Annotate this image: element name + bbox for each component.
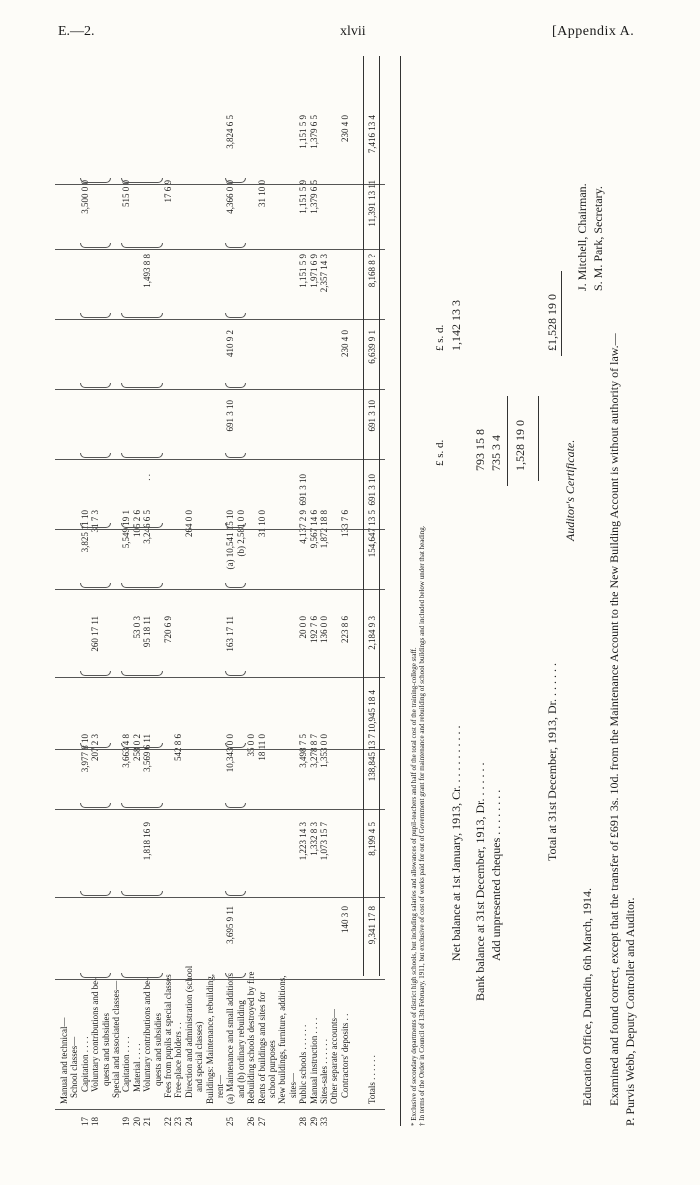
row-label: Fees from pupils at special classes — [163, 974, 173, 1098]
row-label: Capitation . . . . — [121, 1036, 132, 1092]
row-number-separator — [55, 1109, 385, 1110]
table-cell: 1,073 15 7 — [319, 822, 329, 861]
row-label: quests and subsidies — [100, 1013, 111, 1086]
column-rule — [55, 529, 385, 530]
row-label: Voluntary contributions and be- — [142, 977, 153, 1092]
table-cell: 1,818 16 9 — [142, 822, 153, 861]
table-cell: 1,872 18 8 — [319, 510, 329, 549]
row-number: 21 — [142, 1117, 153, 1126]
table-cell: 720 6 9 — [163, 616, 173, 643]
bank-balance-label: Bank balance at 31st December, 1913, Dr. . . . . . . — [473, 762, 487, 1001]
row-number: 26 — [246, 1117, 257, 1126]
column-rule — [55, 389, 385, 390]
row-label: Other separate accounts— — [329, 1009, 340, 1104]
table-cell: 258 0 2 — [131, 734, 142, 761]
table-cell: 207 2 3 — [90, 734, 101, 761]
row-label: rent— — [215, 1075, 225, 1098]
table-cell: 1,379 6 5 — [308, 180, 319, 214]
column-rule — [55, 897, 385, 898]
page-number: xlvii — [340, 24, 366, 39]
table-cell: (b) 2,581 0 0 — [235, 510, 246, 557]
table-cell: 3,977 8 10 — [79, 734, 90, 773]
table-bottom-rule — [400, 56, 401, 1126]
table-cell: 95 18 11 — [142, 616, 153, 648]
table-cell: 9,567 14 6 — [308, 510, 319, 549]
table-cell: 10,343 0 0 — [225, 734, 236, 773]
grouping-brace — [80, 243, 111, 248]
grouping-brace — [121, 973, 163, 978]
table-cell: 1,379 6 5 — [308, 115, 319, 149]
grouping-brace — [121, 313, 163, 318]
office-date: Education Office, Dunedin, 6th March, 1914. — [580, 887, 594, 1106]
grouping-brace — [225, 453, 246, 458]
table-cell: 31 10 0 — [256, 510, 267, 537]
table-cell: 136 0 0 — [319, 616, 329, 643]
table-cell: (a) 10,541 15 10 — [225, 510, 236, 570]
column-rule — [55, 677, 385, 678]
table-cell: 133 7 6 — [339, 510, 350, 537]
grouping-brace — [225, 178, 246, 183]
table-cell: 3,569 6 11 — [142, 734, 153, 772]
total-rule-right — [561, 271, 562, 356]
row-label: school purposes — [267, 1040, 277, 1098]
grouping-brace — [225, 583, 246, 588]
column-rule — [55, 459, 385, 460]
grouping-brace — [225, 743, 246, 748]
table-cell: 163 17 11 — [225, 616, 236, 652]
row-label: Rents of buildings and sites for — [256, 991, 267, 1104]
row-number: 19 — [121, 1117, 132, 1126]
table-cell: 8,168 8 ? — [366, 254, 377, 288]
table-cell: 3,663 4 8 — [121, 734, 132, 768]
table-cell: 138,845 13 7 — [366, 734, 377, 782]
certificate-text: Examined and found correct, except that the transfer of £691 3s. 10d. from the Maintenance Account to the New Building Account is without authority of law.— — [607, 333, 621, 1106]
row-label: Special and associated classes— — [111, 980, 121, 1098]
total-rule-left — [538, 396, 539, 481]
column-rule — [55, 589, 385, 590]
grouping-brace — [225, 523, 246, 528]
certificate-title: Auditor's Certificate. — [563, 439, 577, 541]
grouping-brace — [121, 453, 163, 458]
column-rule — [55, 319, 385, 320]
row-label: Capitation . . . . — [79, 1036, 90, 1092]
table-cell: 3,498 7 5 — [298, 734, 309, 768]
row-label: (a) Maintenance and small additions — [225, 973, 236, 1104]
table-cell: 223 8 6 — [339, 616, 350, 643]
appendix-label: [Appendix A. — [552, 24, 635, 39]
table-cell: 4,137 2 9 — [298, 510, 309, 544]
net-balance-amount: 1,142 13 3 — [449, 300, 463, 351]
totals-bottom-rule — [379, 56, 380, 976]
table-cell: 7,416 13 4 — [366, 115, 377, 154]
grouping-brace — [121, 891, 163, 896]
table-cell: 4,366 0 0 — [225, 180, 236, 214]
net-balance-label: Net balance at 1st January, 1913, Cr. . . . . . . . . . . — [449, 725, 463, 961]
subtotal-rule — [507, 396, 508, 486]
total-amount: £1,528 19 0 — [545, 294, 559, 351]
table-cell: 2,184 9 3 — [366, 616, 377, 650]
row-number: 29 — [308, 1117, 319, 1126]
page-code: E.—2. — [58, 24, 95, 39]
table-cell: 20 0 0 — [298, 616, 309, 639]
row-label: Rebuilding schools destroyed by fire — [246, 971, 257, 1104]
row-number: 27 — [256, 1117, 267, 1126]
table-cell: 105 2 6 — [131, 510, 142, 537]
table-cell: 1,971 6 9 — [308, 254, 319, 288]
grouping-brace — [121, 243, 163, 248]
table-cell: 53 0 3 — [131, 616, 142, 639]
balance-currency-head-left: £ s. d. — [434, 439, 446, 466]
footnote-2: † In terms of the Order in Council of 13th February, 1911, but exclusive of cost of works paid for out of Government grant for maintenance and rebuilding of school buildings and included below under that heading. — [418, 525, 426, 1126]
row-number: 33 — [319, 1117, 329, 1126]
row-number: 24 — [183, 1117, 194, 1126]
grouping-brace — [80, 891, 111, 896]
table-cell: 691 3 10 — [298, 474, 309, 506]
table-cell: 154,647 13 5 — [366, 510, 377, 558]
grouping-brace — [121, 178, 163, 183]
row-label: Sites-sales . . . . . . — [319, 1039, 329, 1104]
table-cell: 18 11 0 — [256, 734, 267, 761]
table-cell: 31 7 3 — [90, 510, 101, 533]
table-cell: 140 3 0 — [339, 906, 350, 933]
unpresented-cheques-label: Add unpresented cheques . . . . . . . . — [489, 789, 503, 961]
totals-rule — [363, 56, 364, 976]
grouping-brace — [80, 383, 111, 388]
table-cell: 542 8 6 — [173, 734, 184, 761]
row-label: Buildings: Maintenance, rebuilding, — [204, 974, 215, 1104]
column-rule — [55, 749, 385, 750]
row-label: Manual instruction . . . . — [308, 1017, 319, 1104]
grouping-brace — [80, 453, 111, 458]
grouping-brace — [80, 313, 111, 318]
auditor-signature: P. Purvis Webb, Deputy Controller and Auditor. — [623, 897, 637, 1126]
table-cell: 192 7 6 — [308, 616, 319, 643]
table-cell: 5,549 19 1 — [121, 510, 132, 549]
row-number: 28 — [298, 1117, 309, 1126]
bank-balance-amount: 793 15 8 — [473, 429, 487, 471]
row-label: Totals . . . . . . — [366, 1055, 377, 1104]
footnote-1: * Exclusive of secondary departments of district high schools, but including salaries and allowances of pupil-teachers and half of the total cost of the training-college staff. — [410, 647, 418, 1126]
balance-currency-head-right: £ s. d. — [434, 324, 446, 351]
grouping-brace — [225, 383, 246, 388]
row-label: Manual and technical— — [59, 1017, 69, 1104]
row-label: Public schools . . . . . . — [298, 1024, 309, 1104]
row-number: 25 — [225, 1117, 236, 1126]
grouping-brace — [121, 803, 163, 808]
column-rule — [55, 249, 385, 250]
table-cell: 691 3 10 — [366, 400, 377, 432]
table-cell: 3,824 6 5 — [225, 115, 236, 149]
table-cell: 1,151 5 9 — [298, 254, 309, 288]
grouping-brace — [121, 383, 163, 388]
table-cell: 6,639 9 1 — [366, 330, 377, 364]
table-cell: 1,353 0 0 — [319, 734, 329, 768]
table-cell: 1,151 5 9 — [298, 180, 309, 214]
table-cell: 1,223 14 3 — [298, 822, 309, 861]
table-cell: 410 9 2 — [225, 330, 236, 357]
table-cell: 515 0 0 — [121, 180, 132, 207]
grouping-brace — [225, 973, 246, 978]
grouping-brace — [80, 803, 111, 808]
row-label: quests and subsidies — [152, 1013, 163, 1086]
table-cell: 35 0 0 — [246, 734, 257, 757]
table-cell: 230 4 0 — [339, 330, 350, 357]
column-rule — [55, 979, 385, 980]
grouping-brace — [121, 743, 163, 748]
grouping-brace — [80, 178, 111, 183]
table-cell: 1,332 8 3 — [308, 822, 319, 856]
row-label: and special classes) — [194, 1021, 205, 1092]
table-cell: 11,391 13 11 — [366, 180, 377, 227]
row-label: and (b) ordinary rebuilding — [235, 1000, 246, 1098]
grouping-brace — [225, 313, 246, 318]
row-label: School classes— — [69, 1036, 80, 1098]
table-cell: 8,199 4 5 — [366, 822, 377, 856]
row-number: 22 — [163, 1117, 173, 1126]
grouping-brace — [225, 671, 246, 676]
unpresented-cheques-amount: 735 3 4 — [489, 435, 503, 471]
row-number: 23 — [173, 1117, 184, 1126]
table-cell: 1,151 5 9 — [298, 115, 309, 149]
row-label: Voluntary contributions and be- — [90, 977, 101, 1092]
table-cell: 2,357 14 3 — [319, 254, 329, 293]
table-cell: 691 3 10 — [225, 400, 236, 432]
grouping-brace — [80, 743, 111, 748]
grouping-brace — [225, 891, 246, 896]
column-rule — [55, 809, 385, 810]
table-cell: 17 6 9 — [163, 180, 173, 203]
total-label: Total at 31st December, 1913, Dr. . . . . . . — [545, 663, 559, 861]
row-number: 18 — [90, 1117, 101, 1126]
grouping-brace — [121, 583, 163, 588]
secretary-signature: S. M. Park, Secretary. — [591, 186, 605, 291]
grouping-brace — [80, 671, 111, 676]
row-label: Direction and administration (school — [183, 965, 194, 1098]
subtotal-amount: 1,528 19 0 — [513, 420, 527, 471]
row-label: sites— — [287, 1072, 298, 1098]
row-number: 20 — [131, 1117, 142, 1126]
table-cell: 10,945 18 4 — [366, 690, 377, 733]
row-label: Contractors' deposits . . — [339, 1013, 350, 1098]
grouping-brace — [225, 243, 246, 248]
row-number: 17 — [79, 1117, 90, 1126]
chairman-signature: J. Mitchell, Chairman. — [575, 183, 589, 291]
row-label: Free-place holders . . — [173, 1022, 184, 1098]
rotated-table — [55, 56, 645, 1126]
grouping-brace — [80, 973, 111, 978]
grouping-brace — [225, 803, 246, 808]
row-label: Material . . . . — [131, 1043, 142, 1092]
grouping-brace — [80, 523, 111, 528]
table-cell: 230 4 0 — [339, 115, 350, 142]
table-cell: 3,695 9 11 — [225, 906, 236, 944]
table-cell: 260 17 11 — [90, 616, 101, 652]
table-cell: . . — [142, 474, 153, 481]
table-cell: 1,493 8 8 — [142, 254, 153, 288]
table-cell: 31 10 0 — [256, 180, 267, 207]
table-cell: 691 3 10 — [366, 474, 377, 506]
grouping-brace — [121, 671, 163, 676]
grouping-brace — [80, 583, 111, 588]
row-label: New buildings, furniture, additions, — [277, 975, 288, 1104]
table-cell: 3,246 6 5 — [142, 510, 153, 544]
table-cell: 3,825 11 10 — [79, 510, 90, 553]
table-cell: 3,500 0 0 — [79, 180, 90, 214]
table-cell: 9,341 17 8 — [366, 906, 377, 945]
table-cell: 3,278 8 7 — [308, 734, 319, 768]
column-rule — [55, 184, 385, 185]
grouping-brace — [121, 523, 163, 528]
table-cell: 264 0 0 — [183, 510, 194, 537]
